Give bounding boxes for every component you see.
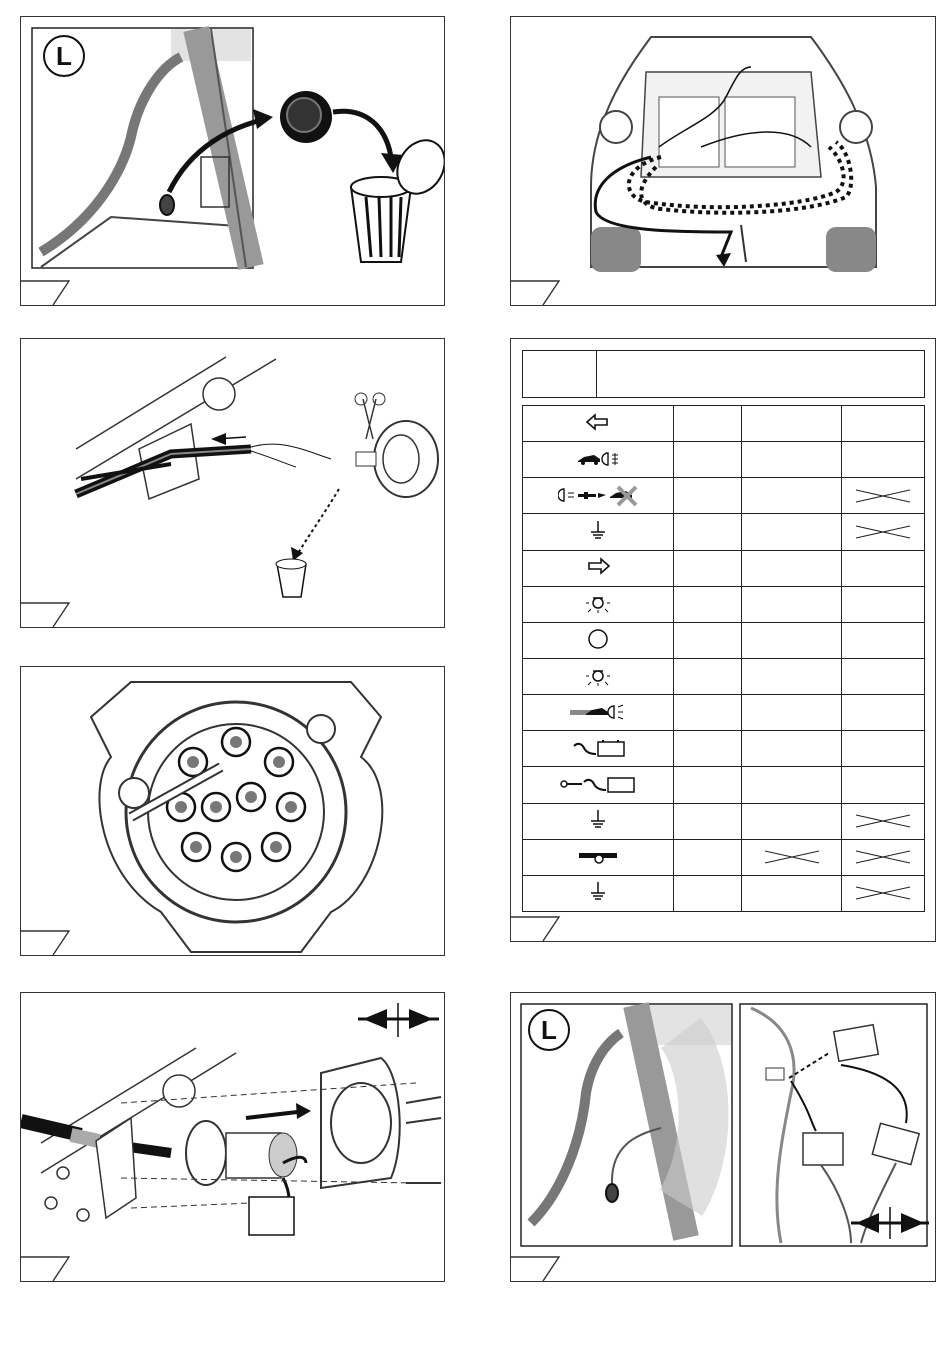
socket-pins-illustration	[21, 667, 445, 956]
table-row	[523, 550, 925, 586]
table-cell	[842, 658, 925, 694]
not-applicable-cell	[842, 875, 925, 911]
table-cell	[673, 658, 741, 694]
stop-light-icon	[579, 629, 617, 651]
table-cell	[673, 731, 741, 767]
table-row	[523, 875, 925, 911]
not-applicable-cell	[842, 478, 925, 514]
table-cell	[673, 406, 741, 442]
mount-socket-illustration	[21, 993, 445, 1282]
symbol-cell	[523, 442, 674, 478]
cross-mark	[854, 524, 912, 540]
table-row	[523, 658, 925, 694]
right-indicator-icon	[579, 557, 617, 579]
table-row	[523, 478, 925, 514]
left-indicator-icon	[579, 413, 617, 435]
table-cell	[673, 478, 741, 514]
symbol-cell	[523, 875, 674, 911]
symbol-cell	[523, 622, 674, 658]
battery-permanent-icon	[570, 738, 626, 760]
table-cell	[673, 767, 741, 803]
car-rear-illustration	[511, 17, 936, 306]
corner-tab	[21, 929, 81, 955]
table-row	[523, 622, 925, 658]
symbol-cell	[523, 803, 674, 839]
table-cell	[741, 586, 841, 622]
connectors-illustration	[511, 993, 936, 1282]
symbol-cell	[523, 550, 674, 586]
table-row	[523, 839, 925, 875]
table-cell	[673, 550, 741, 586]
grommet-illustration	[21, 17, 445, 306]
step-panel-routing	[510, 16, 936, 306]
table-cell	[741, 695, 841, 731]
tail-light-icon	[579, 593, 617, 615]
reverse-light-icon	[570, 702, 626, 724]
step-panel-grommet	[20, 16, 445, 306]
location-badge: L	[43, 35, 85, 77]
table-cell	[741, 514, 841, 550]
table-cell	[842, 442, 925, 478]
symbol-cell	[523, 406, 674, 442]
table-cell	[842, 586, 925, 622]
ground-icon	[579, 521, 617, 543]
table-cell	[741, 767, 841, 803]
table-row	[523, 586, 925, 622]
table-cell	[741, 658, 841, 694]
symbol-cell	[523, 731, 674, 767]
wiring-table	[522, 350, 925, 912]
not-applicable-cell	[741, 839, 841, 875]
corner-tab	[21, 601, 81, 627]
symbol-cell	[523, 586, 674, 622]
table-cell	[741, 478, 841, 514]
step-panel-cut-wires	[20, 338, 445, 628]
cross-mark	[854, 885, 912, 901]
table-cell	[842, 406, 925, 442]
table-cell	[741, 731, 841, 767]
cross-mark	[763, 849, 821, 865]
torque-icon	[358, 1003, 439, 1037]
tail-light-icon	[579, 666, 617, 688]
table-cell	[741, 550, 841, 586]
table-row	[523, 803, 925, 839]
table-cell	[673, 875, 741, 911]
cut-wires-illustration	[21, 339, 445, 628]
symbol-cell	[523, 514, 674, 550]
table-cell	[842, 550, 925, 586]
table-cell	[842, 622, 925, 658]
symbol-cell	[523, 767, 674, 803]
ground-icon	[579, 882, 617, 904]
table-cell	[673, 622, 741, 658]
table-cell	[741, 803, 841, 839]
cross-mark	[854, 488, 912, 504]
symbol-cell	[523, 478, 674, 514]
corner-tab	[21, 279, 81, 305]
table-row	[523, 514, 925, 550]
table-cell	[741, 406, 841, 442]
table-cell	[842, 767, 925, 803]
not-applicable-cell	[842, 803, 925, 839]
table-cell	[673, 839, 741, 875]
table-header-cell	[523, 351, 925, 398]
table-row	[523, 695, 925, 731]
fog-cutoff-icon	[558, 485, 638, 507]
not-applicable-cell	[842, 839, 925, 875]
sensor-icon	[579, 846, 617, 868]
table-header-row	[523, 351, 925, 398]
not-applicable-cell	[842, 514, 925, 550]
table-cell	[741, 442, 841, 478]
symbol-cell	[523, 839, 674, 875]
symbol-cell	[523, 695, 674, 731]
table-cell	[673, 695, 741, 731]
table-row	[523, 442, 925, 478]
table-cell	[673, 514, 741, 550]
location-badge: L	[528, 1009, 570, 1051]
ground-icon	[579, 810, 617, 832]
table-row	[523, 406, 925, 442]
battery-ignition-icon	[560, 774, 636, 796]
table-row	[523, 731, 925, 767]
table-cell	[673, 803, 741, 839]
cross-mark	[854, 813, 912, 829]
corner-tab	[21, 1255, 81, 1281]
table-cell	[842, 695, 925, 731]
step-panel-mount-socket	[20, 992, 445, 1282]
table-cell	[741, 622, 841, 658]
step-panel-socket-pins	[20, 666, 445, 956]
table-cell	[673, 442, 741, 478]
table-row	[523, 767, 925, 803]
table-cell	[842, 731, 925, 767]
corner-tab	[511, 915, 571, 941]
step-panel-connectors	[510, 992, 936, 1282]
corner-tab	[511, 279, 571, 305]
corner-tab	[511, 1255, 571, 1281]
cross-mark	[854, 849, 912, 865]
table-cell	[673, 586, 741, 622]
table-cell	[741, 875, 841, 911]
car-fog-light-icon	[576, 449, 620, 471]
symbol-cell	[523, 658, 674, 694]
